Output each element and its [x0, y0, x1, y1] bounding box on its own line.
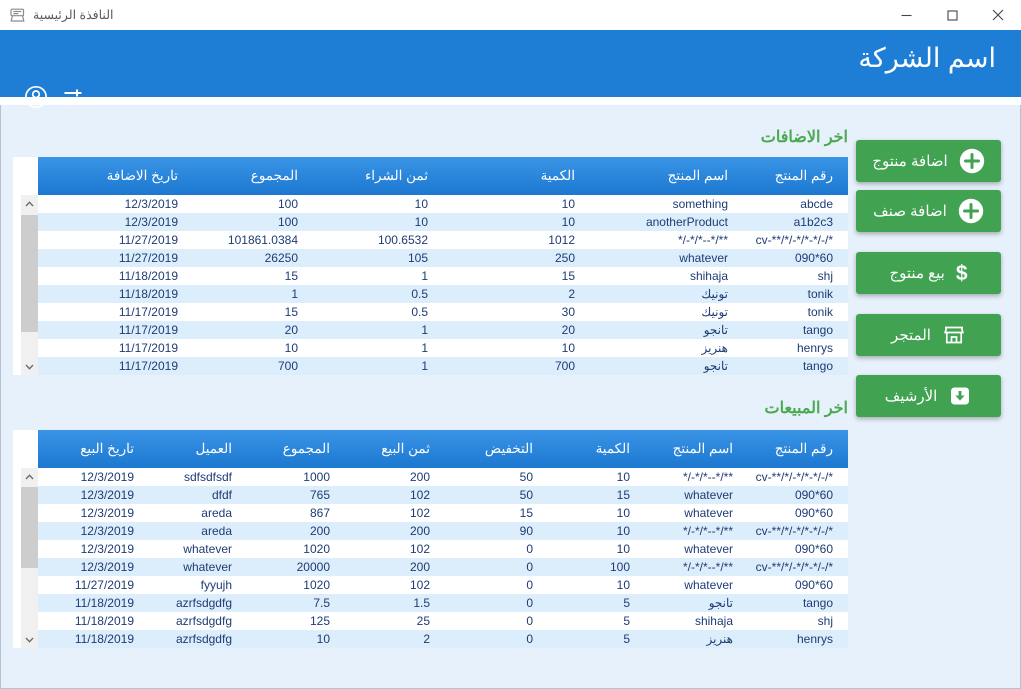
- table-body: [38, 195, 848, 375]
- column-header[interactable]: المجموع: [282, 441, 330, 456]
- archive-box-icon: [948, 384, 972, 408]
- store-button[interactable]: [856, 314, 1001, 356]
- table-cell: tonik: [807, 287, 833, 301]
- table-cell: تانجو: [703, 323, 728, 337]
- table-cell: 10: [561, 341, 575, 355]
- table-cell: tango: [802, 359, 833, 373]
- column-header[interactable]: رقم المنتج: [774, 168, 833, 183]
- table-cell: 1020: [303, 578, 330, 592]
- chevron-down-icon: [25, 364, 34, 370]
- tune-icon[interactable]: [61, 86, 85, 110]
- table-cell: dfdf: [211, 488, 232, 502]
- table-cell: henrys: [796, 341, 833, 355]
- app-header: [0, 30, 1021, 97]
- table-cell: 102: [409, 578, 430, 592]
- table-cell: 11/17/2019: [118, 323, 178, 337]
- table-cell: 10: [616, 506, 630, 520]
- table-cell: 200: [409, 524, 430, 538]
- table-cell: 15: [519, 506, 533, 520]
- table-row[interactable]: [38, 594, 848, 612]
- table-cell: whatever: [684, 488, 733, 502]
- table-cell: 20: [561, 323, 575, 337]
- column-header[interactable]: تاريخ البيع: [80, 441, 134, 456]
- grid: [38, 157, 848, 375]
- minimize-icon: [901, 10, 912, 21]
- column-header[interactable]: المجموع: [250, 168, 298, 183]
- table-cell: */-*/*--*/**: [677, 233, 728, 247]
- table-cell: azrfsdgdfg: [175, 614, 232, 628]
- table-cell: 200: [309, 524, 330, 538]
- table-cell: 11/17/2019: [118, 359, 178, 373]
- table-row[interactable]: [38, 486, 848, 504]
- table-cell: 30: [561, 305, 575, 319]
- table-cell: something: [672, 197, 728, 211]
- button-label: اضافة صنف: [873, 203, 947, 220]
- table-cell: 090*60: [794, 251, 833, 265]
- table-cell: */-*/*--*/**: [682, 560, 733, 574]
- additions-table: [13, 157, 848, 375]
- table-cell: tango: [802, 596, 833, 610]
- table-cell: fyyujh: [200, 578, 232, 592]
- table-cell: */-*/*--*/**: [682, 524, 733, 538]
- sales-table: [13, 430, 848, 648]
- table-cell: 12/3/2019: [80, 524, 134, 538]
- scroll-down-button[interactable]: [21, 631, 38, 648]
- table-body: [38, 468, 848, 648]
- minimize-button[interactable]: [883, 0, 929, 30]
- column-header[interactable]: رقم المنتج: [774, 441, 833, 456]
- table-cell: 11/18/2019: [118, 269, 178, 283]
- table-cell: 0: [526, 560, 533, 574]
- table-cell: cv-**/*/-*/*-*/-/*: [755, 560, 833, 574]
- table-cell: azrfsdgdfg: [175, 596, 232, 610]
- column-header[interactable]: ثمن الشراء: [364, 168, 428, 183]
- table-cell: a1b2c3: [793, 215, 833, 229]
- header-divider: [0, 97, 1021, 105]
- table-cell: 090*60: [794, 578, 833, 592]
- table-cell: 0: [526, 632, 533, 646]
- table-row[interactable]: [38, 630, 848, 648]
- table-cell: 10: [316, 632, 330, 646]
- table-row[interactable]: [38, 576, 848, 594]
- table-row[interactable]: [38, 303, 848, 321]
- table-cell: 10: [616, 470, 630, 484]
- table-cell: 10: [616, 542, 630, 556]
- scroll-up-button[interactable]: [21, 195, 38, 212]
- table-cell: 1: [291, 287, 298, 301]
- table-cell: cv-**/*/-*/*-*/-/*: [755, 233, 833, 247]
- scrollbar-thumb[interactable]: [21, 487, 38, 568]
- dollar-icon: $: [955, 261, 968, 285]
- table-cell: 12/3/2019: [124, 197, 178, 211]
- table-cell: 0.5: [411, 287, 428, 301]
- sell-product-button[interactable]: [856, 252, 1001, 294]
- column-header[interactable]: ثمن البيع: [381, 441, 430, 456]
- table-cell: henrys: [796, 632, 833, 646]
- table-cell: 10: [561, 215, 575, 229]
- column-header[interactable]: الكمية: [540, 168, 575, 183]
- table-cell: 2: [568, 287, 575, 301]
- table-cell: 765: [309, 488, 330, 502]
- table-cell: azrfsdgdfg: [175, 632, 232, 646]
- user-circle-icon[interactable]: [24, 85, 48, 109]
- table-row[interactable]: [38, 558, 848, 576]
- table-row[interactable]: [38, 249, 848, 267]
- table-cell: shj: [817, 614, 833, 628]
- table-cell: 1000: [303, 470, 330, 484]
- table-cell: 11/18/2019: [118, 287, 178, 301]
- table-cell: 102: [409, 488, 430, 502]
- table-cell: تانجو: [703, 359, 728, 373]
- table-cell: 102: [409, 542, 430, 556]
- grid: [38, 430, 848, 648]
- table-cell: 100.6532: [377, 233, 428, 247]
- table-cell: 10: [414, 215, 428, 229]
- table-cell: 0.5: [411, 305, 428, 319]
- table-cell: 700: [554, 359, 575, 373]
- window-title-bar: [0, 0, 1021, 30]
- table-cell: 11/18/2019: [74, 632, 134, 646]
- table-cell: 12/3/2019: [80, 560, 134, 574]
- table-cell: 10: [561, 197, 575, 211]
- scroll-up-button[interactable]: [21, 468, 38, 485]
- table-cell: whatever: [684, 506, 733, 520]
- table-cell: 10: [284, 341, 298, 355]
- chevron-up-icon: [25, 201, 34, 207]
- additions-section-title: اخر الاضافات: [760, 129, 848, 146]
- vertical-scrollbar[interactable]: [21, 468, 38, 648]
- close-button[interactable]: [975, 0, 1021, 30]
- table-cell: هنريز: [706, 632, 733, 646]
- table-cell: 7.5: [313, 596, 330, 610]
- table-cell: shihaja: [694, 614, 733, 628]
- table-header-row: [38, 430, 848, 468]
- chevron-down-icon: [25, 637, 34, 643]
- table-cell: 20: [284, 323, 298, 337]
- table-cell: 090*60: [794, 488, 833, 502]
- table-cell: 100: [609, 560, 630, 574]
- table-cell: 12/3/2019: [124, 215, 178, 229]
- table-cell: whatever: [684, 542, 733, 556]
- table-cell: 105: [407, 251, 428, 265]
- button-label: الأرشيف: [884, 388, 938, 405]
- table-cell: 10: [616, 524, 630, 538]
- table-cell: 11/17/2019: [118, 341, 178, 355]
- table-cell: 26250: [264, 251, 298, 265]
- table-cell: 100: [277, 215, 298, 229]
- table-cell: 090*60: [794, 506, 833, 520]
- table-row[interactable]: [38, 504, 848, 522]
- table-cell: 0: [526, 578, 533, 592]
- plus-circle-icon: [959, 148, 985, 174]
- table-cell: 101861.0384: [227, 233, 298, 247]
- window-title: النافذة الرئيسية: [33, 8, 114, 22]
- chevron-up-icon: [25, 474, 34, 480]
- table-cell: 12/3/2019: [80, 506, 134, 520]
- column-header[interactable]: تاريخ الاضافة: [106, 168, 178, 183]
- table-cell: areda: [201, 506, 232, 520]
- table-cell: 1020: [303, 542, 330, 556]
- table-row[interactable]: [38, 321, 848, 339]
- table-row[interactable]: [38, 540, 848, 558]
- table-cell: sdfsdfsdf: [183, 470, 232, 484]
- table-cell: هنريز: [701, 341, 728, 355]
- plus-circle-icon: [958, 198, 984, 224]
- table-cell: 12/3/2019: [80, 542, 134, 556]
- table-cell: 50: [519, 488, 533, 502]
- add-category-button[interactable]: [856, 190, 1001, 232]
- table-row[interactable]: [38, 267, 848, 285]
- table-cell: shj: [817, 269, 833, 283]
- table-cell: 0: [526, 614, 533, 628]
- storefront-icon: [942, 323, 966, 347]
- table-cell: cv-**/*/-*/*-*/-/*: [755, 524, 833, 538]
- table-cell: 1.5: [413, 596, 430, 610]
- maximize-button[interactable]: [929, 0, 975, 30]
- table-cell: 25: [416, 614, 430, 628]
- table-cell: 11/27/2019: [118, 233, 178, 247]
- button-label: المتجر: [891, 327, 931, 344]
- table-cell: 125: [309, 614, 330, 628]
- table-row[interactable]: [38, 285, 848, 303]
- table-header-row: [38, 157, 848, 195]
- table-cell: whatever: [679, 251, 728, 265]
- table-row[interactable]: [38, 468, 848, 486]
- table-cell: 11/18/2019: [74, 614, 134, 628]
- column-header[interactable]: اسم المنتج: [667, 168, 728, 183]
- table-cell: 867: [309, 506, 330, 520]
- table-cell: 1012: [548, 233, 575, 247]
- scroll-down-button[interactable]: [21, 358, 38, 375]
- button-label: اضافة منتوج: [872, 153, 948, 170]
- column-header[interactable]: الكمية: [595, 441, 630, 456]
- table-cell: 15: [284, 305, 298, 319]
- table-cell: تانجو: [708, 596, 733, 610]
- table-row[interactable]: [38, 612, 848, 630]
- table-cell: 20000: [296, 560, 330, 574]
- table-row[interactable]: [38, 195, 848, 213]
- table-cell: 0: [526, 596, 533, 610]
- company-name: اسم الشركة: [858, 43, 996, 73]
- table-row[interactable]: [38, 213, 848, 231]
- close-icon: [992, 9, 1004, 21]
- column-header[interactable]: التخفيض: [484, 441, 533, 456]
- table-cell: tango: [802, 323, 833, 337]
- column-header[interactable]: اسم المنتج: [672, 441, 733, 456]
- table-row[interactable]: [38, 339, 848, 357]
- table-cell: 1: [421, 323, 428, 337]
- table-cell: abcde: [800, 197, 833, 211]
- table-cell: 100: [277, 197, 298, 211]
- button-label: بيع منتوج: [889, 265, 945, 282]
- table-cell: 11/17/2019: [118, 305, 178, 319]
- table-row[interactable]: [38, 357, 848, 375]
- table-cell: 10: [616, 578, 630, 592]
- scrollbar-thumb[interactable]: [21, 215, 38, 332]
- sales-section-title: اخر المبيعات: [764, 400, 848, 417]
- vertical-scrollbar[interactable]: [21, 195, 38, 375]
- archive-button[interactable]: [856, 375, 1001, 417]
- column-header[interactable]: العميل: [195, 441, 232, 456]
- table-cell: 11/18/2019: [74, 596, 134, 610]
- table-cell: 12/3/2019: [80, 488, 134, 502]
- table-cell: 12/3/2019: [80, 470, 134, 484]
- table-cell: 5: [623, 632, 630, 646]
- table-cell: 5: [623, 614, 630, 628]
- table-cell: 0: [526, 542, 533, 556]
- table-cell: 11/27/2019: [74, 578, 134, 592]
- table-cell: تونيك: [701, 287, 728, 301]
- table-cell: 090*60: [794, 542, 833, 556]
- table-cell: 15: [284, 269, 298, 283]
- table-cell: 250: [554, 251, 575, 265]
- add-product-button[interactable]: [856, 140, 1001, 182]
- table-cell: tonik: [807, 305, 833, 319]
- table-cell: 15: [616, 488, 630, 502]
- table-cell: 102: [409, 506, 430, 520]
- table-cell: 50: [519, 470, 533, 484]
- maximize-icon: [947, 10, 958, 21]
- table-cell: 200: [409, 560, 430, 574]
- table-cell: 700: [277, 359, 298, 373]
- table-cell: 15: [561, 269, 575, 283]
- table-cell: whatever: [684, 578, 733, 592]
- table-cell: 200: [409, 470, 430, 484]
- table-cell: 1: [421, 269, 428, 283]
- table-cell: 10: [414, 197, 428, 211]
- table-cell: 2: [423, 632, 430, 646]
- table-cell: 90: [519, 524, 533, 538]
- table-row[interactable]: [38, 231, 848, 249]
- table-cell: whatever: [183, 542, 232, 556]
- table-cell: anotherProduct: [645, 215, 728, 229]
- cash-register-icon: [9, 7, 26, 24]
- table-cell: cv-**/*/-*/*-*/-/*: [755, 470, 833, 484]
- table-cell: تونيك: [701, 305, 728, 319]
- table-cell: areda: [201, 524, 232, 538]
- table-cell: whatever: [183, 560, 232, 574]
- table-cell: */-*/*--*/**: [682, 470, 733, 484]
- table-cell: 11/27/2019: [118, 251, 178, 265]
- table-cell: 5: [623, 596, 630, 610]
- table-cell: 1: [421, 359, 428, 373]
- table-cell: 1: [421, 341, 428, 355]
- table-cell: shihaja: [689, 269, 728, 283]
- table-row[interactable]: [38, 522, 848, 540]
